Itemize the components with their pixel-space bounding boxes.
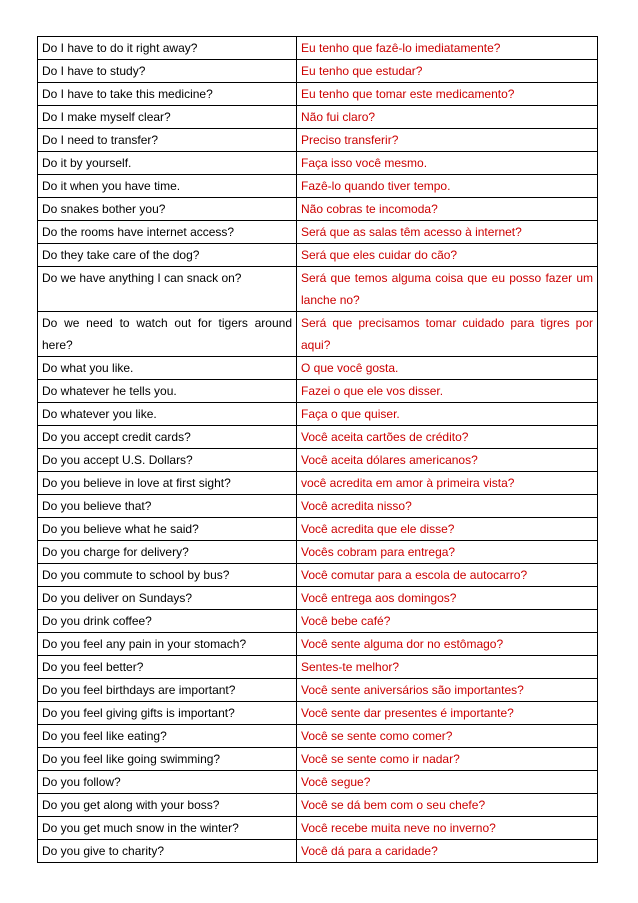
english-phrase-cell: Do you feel like going swimming? bbox=[38, 748, 297, 771]
english-phrase-cell: Do you commute to school by bus? bbox=[38, 564, 297, 587]
portuguese-translation-cell: Você acredita que ele disse? bbox=[297, 518, 598, 541]
portuguese-translation-cell: Você sente dar presentes é importante? bbox=[297, 702, 598, 725]
english-phrase-cell: Do you drink coffee? bbox=[38, 610, 297, 633]
table-row bbox=[38, 656, 598, 679]
table-row bbox=[38, 449, 598, 472]
english-phrase-cell: Do I have to study? bbox=[38, 60, 297, 83]
table-row bbox=[38, 83, 598, 106]
portuguese-translation-cell: Você entrega aos domingos? bbox=[297, 587, 598, 610]
table-row bbox=[38, 541, 598, 564]
portuguese-translation-cell: Fazê-lo quando tiver tempo. bbox=[297, 175, 598, 198]
table-row bbox=[38, 175, 598, 198]
table-row bbox=[38, 60, 598, 83]
table-row bbox=[38, 794, 598, 817]
english-phrase-cell: Do we need to watch out for tigers around here? bbox=[38, 312, 297, 357]
table-row bbox=[38, 198, 598, 221]
table-row bbox=[38, 426, 598, 449]
table-row bbox=[38, 106, 598, 129]
table-row bbox=[38, 129, 598, 152]
english-phrase-cell: Do you believe what he said? bbox=[38, 518, 297, 541]
table-row bbox=[38, 840, 598, 863]
english-phrase-cell: Do you feel birthdays are important? bbox=[38, 679, 297, 702]
english-phrase-cell: Do I have to take this medicine? bbox=[38, 83, 297, 106]
portuguese-translation-cell: Eu tenho que tomar este medicamento? bbox=[297, 83, 598, 106]
table-row bbox=[38, 518, 598, 541]
table-row bbox=[38, 403, 598, 426]
portuguese-translation-cell: Você comutar para a escola de autocarro? bbox=[297, 564, 598, 587]
portuguese-translation-cell: O que você gosta. bbox=[297, 357, 598, 380]
english-phrase-cell: Do they take care of the dog? bbox=[38, 244, 297, 267]
table-row bbox=[38, 587, 598, 610]
english-phrase-cell: Do you feel any pain in your stomach? bbox=[38, 633, 297, 656]
english-phrase-cell: Do you believe in love at first sight? bbox=[38, 472, 297, 495]
english-phrase-cell: Do I have to do it right away? bbox=[38, 37, 297, 60]
english-phrase-cell: Do whatever you like. bbox=[38, 403, 297, 426]
portuguese-translation-cell: Eu tenho que fazê-lo imediatamente? bbox=[297, 37, 598, 60]
table-row bbox=[38, 37, 598, 60]
portuguese-translation-cell: Você recebe muita neve no inverno? bbox=[297, 817, 598, 840]
english-phrase-cell: Do the rooms have internet access? bbox=[38, 221, 297, 244]
table-row bbox=[38, 267, 598, 312]
english-phrase-cell: Do we have anything I can snack on? bbox=[38, 267, 297, 312]
english-phrase-cell: Do whatever he tells you. bbox=[38, 380, 297, 403]
table-row bbox=[38, 564, 598, 587]
english-phrase-cell: Do you accept credit cards? bbox=[38, 426, 297, 449]
table-row bbox=[38, 679, 598, 702]
portuguese-translation-cell: Você sente aniversários são importantes? bbox=[297, 679, 598, 702]
phrase-table-body bbox=[38, 37, 598, 863]
portuguese-translation-cell: Será que eles cuidar do cão? bbox=[297, 244, 598, 267]
portuguese-translation-cell: Você se sente como ir nadar? bbox=[297, 748, 598, 771]
portuguese-translation-cell: Sentes-te melhor? bbox=[297, 656, 598, 679]
table-row bbox=[38, 152, 598, 175]
portuguese-translation-cell: Não fui claro? bbox=[297, 106, 598, 129]
portuguese-translation-cell: Fazei o que ele vos disser. bbox=[297, 380, 598, 403]
portuguese-translation-cell: Você se dá bem com o seu chefe? bbox=[297, 794, 598, 817]
portuguese-translation-cell: Preciso transferir? bbox=[297, 129, 598, 152]
table-row bbox=[38, 633, 598, 656]
portuguese-translation-cell: Será que as salas têm acesso à internet? bbox=[297, 221, 598, 244]
english-phrase-cell: Do you charge for delivery? bbox=[38, 541, 297, 564]
english-phrase-cell: Do snakes bother you? bbox=[38, 198, 297, 221]
table-row bbox=[38, 610, 598, 633]
english-phrase-cell: Do it when you have time. bbox=[38, 175, 297, 198]
english-phrase-cell: Do what you like. bbox=[38, 357, 297, 380]
portuguese-translation-cell: Você segue? bbox=[297, 771, 598, 794]
portuguese-translation-cell: Eu tenho que estudar? bbox=[297, 60, 598, 83]
portuguese-translation-cell: Você bebe café? bbox=[297, 610, 598, 633]
table-row bbox=[38, 244, 598, 267]
portuguese-translation-cell: Não cobras te incomoda? bbox=[297, 198, 598, 221]
portuguese-translation-cell: Você acredita nisso? bbox=[297, 495, 598, 518]
table-row bbox=[38, 748, 598, 771]
table-row bbox=[38, 702, 598, 725]
table-row bbox=[38, 771, 598, 794]
english-phrase-cell: Do you give to charity? bbox=[38, 840, 297, 863]
portuguese-translation-cell: Você dá para a caridade? bbox=[297, 840, 598, 863]
portuguese-translation-cell: Você se sente como comer? bbox=[297, 725, 598, 748]
portuguese-translation-cell: Vocês cobram para entrega? bbox=[297, 541, 598, 564]
english-phrase-cell: Do you deliver on Sundays? bbox=[38, 587, 297, 610]
english-phrase-cell: Do I need to transfer? bbox=[38, 129, 297, 152]
english-phrase-cell: Do you feel giving gifts is important? bbox=[38, 702, 297, 725]
portuguese-translation-cell: Será que temos alguma coisa que eu posso fazer um lanche no? bbox=[297, 267, 598, 312]
portuguese-translation-cell: Você aceita cartões de crédito? bbox=[297, 426, 598, 449]
portuguese-translation-cell: Faça o que quiser. bbox=[297, 403, 598, 426]
portuguese-translation-cell: Faça isso você mesmo. bbox=[297, 152, 598, 175]
english-phrase-cell: Do it by yourself. bbox=[38, 152, 297, 175]
table-row bbox=[38, 817, 598, 840]
table-row bbox=[38, 221, 598, 244]
english-phrase-cell: Do you get along with your boss? bbox=[38, 794, 297, 817]
portuguese-translation-cell: Você aceita dólares americanos? bbox=[297, 449, 598, 472]
english-phrase-cell: Do you accept U.S. Dollars? bbox=[38, 449, 297, 472]
phrase-table bbox=[37, 36, 598, 863]
table-row bbox=[38, 725, 598, 748]
document-page bbox=[37, 36, 598, 863]
table-row bbox=[38, 495, 598, 518]
table-row bbox=[38, 357, 598, 380]
english-phrase-cell: Do you get much snow in the winter? bbox=[38, 817, 297, 840]
english-phrase-cell: Do you feel like eating? bbox=[38, 725, 297, 748]
portuguese-translation-cell: Você sente alguma dor no estômago? bbox=[297, 633, 598, 656]
portuguese-translation-cell: você acredita em amor à primeira vista? bbox=[297, 472, 598, 495]
english-phrase-cell: Do you believe that? bbox=[38, 495, 297, 518]
table-row bbox=[38, 472, 598, 495]
table-row bbox=[38, 380, 598, 403]
table-row bbox=[38, 312, 598, 357]
english-phrase-cell: Do you follow? bbox=[38, 771, 297, 794]
english-phrase-cell: Do I make myself clear? bbox=[38, 106, 297, 129]
english-phrase-cell: Do you feel better? bbox=[38, 656, 297, 679]
portuguese-translation-cell: Será que precisamos tomar cuidado para tigres por aqui? bbox=[297, 312, 598, 357]
